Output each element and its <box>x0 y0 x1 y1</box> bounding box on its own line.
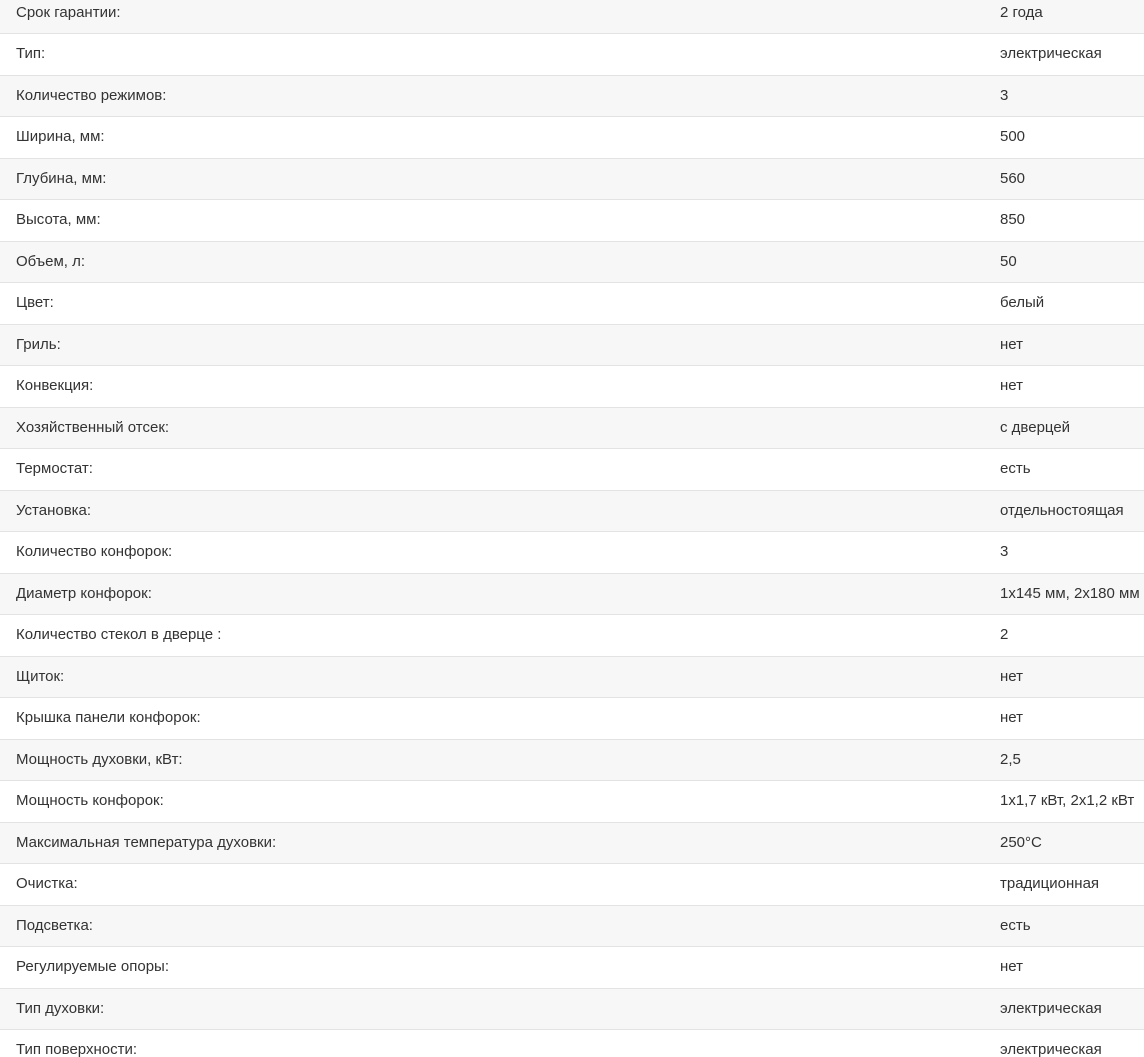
spec-row <box>0 781 1144 823</box>
spec-value: нет <box>1000 667 1023 685</box>
spec-label: Количество режимов: <box>16 86 167 104</box>
spec-row <box>0 242 1144 284</box>
spec-row <box>0 947 1144 989</box>
spec-label: Глубина, мм: <box>16 169 107 187</box>
spec-label: Подсветка: <box>16 916 93 934</box>
spec-value: 3 <box>1000 86 1009 104</box>
spec-label: Максимальная температура духовки: <box>16 833 277 851</box>
spec-row <box>0 698 1144 740</box>
spec-value: 850 <box>1000 211 1026 228</box>
spec-label: Объем, л: <box>16 252 86 270</box>
spec-value: 2 года <box>1000 4 1043 21</box>
spec-row <box>0 906 1144 948</box>
spec-row <box>0 366 1144 408</box>
spec-label: Срок гарантии: <box>16 4 121 21</box>
spec-value: 2,5 <box>1000 750 1021 768</box>
spec-label: Высота, мм: <box>16 211 101 228</box>
spec-label: Конвекция: <box>16 377 94 394</box>
spec-value: 50 <box>1000 252 1017 270</box>
spec-value: есть <box>1000 916 1031 934</box>
spec-row <box>0 574 1144 616</box>
spec-label: Ширина, мм: <box>16 128 105 145</box>
spec-row <box>0 989 1144 1031</box>
spec-label: Установка: <box>16 501 92 519</box>
spec-row <box>0 740 1144 782</box>
spec-label: Цвет: <box>16 294 54 311</box>
spec-value: с дверцей <box>1000 418 1071 436</box>
spec-row <box>0 532 1144 574</box>
spec-label: Крышка панели конфорок: <box>16 709 201 726</box>
spec-value: есть <box>1000 460 1031 477</box>
spec-value: нет <box>1000 958 1023 975</box>
spec-value: 2 <box>1000 626 1009 643</box>
spec-value: электрическая <box>1000 1041 1102 1057</box>
spec-row <box>0 491 1144 533</box>
spec-label: Гриль: <box>16 335 61 353</box>
spec-value: 1x1,7 кВт, 2x1,2 кВт <box>1000 792 1135 809</box>
spec-value: 3 <box>1000 543 1009 560</box>
spec-row <box>0 657 1144 699</box>
spec-row <box>0 325 1144 367</box>
spec-label: Очистка: <box>16 875 78 892</box>
spec-label: Диаметр конфорок: <box>16 584 152 602</box>
spec-value: отдельностоящая <box>1000 501 1124 519</box>
spec-value: нет <box>1000 377 1023 394</box>
spec-label: Тип поверхности: <box>16 1041 137 1057</box>
spec-value: 250°C <box>1000 833 1042 851</box>
spec-value: белый <box>1000 294 1045 311</box>
spec-row <box>0 159 1144 201</box>
spec-value: нет <box>1000 335 1023 353</box>
spec-label: Хозяйственный отсек: <box>16 418 170 436</box>
spec-row <box>0 1030 1144 1057</box>
spec-row <box>0 449 1144 491</box>
spec-label: Мощность духовки, кВт: <box>16 750 183 768</box>
spec-label: Термостат: <box>16 460 93 477</box>
spec-label: Количество стекол в дверце : <box>16 626 222 643</box>
spec-row <box>0 0 1144 34</box>
spec-row <box>0 864 1144 906</box>
spec-row <box>0 408 1144 450</box>
spec-value: нет <box>1000 709 1023 726</box>
spec-row <box>0 823 1144 865</box>
spec-label: Мощность конфорок: <box>16 792 164 809</box>
spec-value: электрическая <box>1000 999 1102 1017</box>
spec-row <box>0 76 1144 118</box>
spec-label: Регулируемые опоры: <box>16 958 170 975</box>
spec-row <box>0 283 1144 325</box>
spec-value: традиционная <box>1000 875 1100 892</box>
spec-label: Щиток: <box>16 667 65 685</box>
spec-value: 500 <box>1000 128 1026 145</box>
spec-row <box>0 200 1144 242</box>
spec-row <box>0 34 1144 76</box>
spec-row <box>0 117 1144 159</box>
spec-row <box>0 615 1144 657</box>
spec-value: электрическая <box>1000 45 1102 62</box>
spec-label: Тип: <box>16 45 46 62</box>
spec-label: Количество конфорок: <box>16 543 173 560</box>
spec-value: 560 <box>1000 169 1026 187</box>
spec-label: Тип духовки: <box>16 999 105 1017</box>
spec-value: 1x145 мм, 2x180 мм <box>1000 584 1140 602</box>
